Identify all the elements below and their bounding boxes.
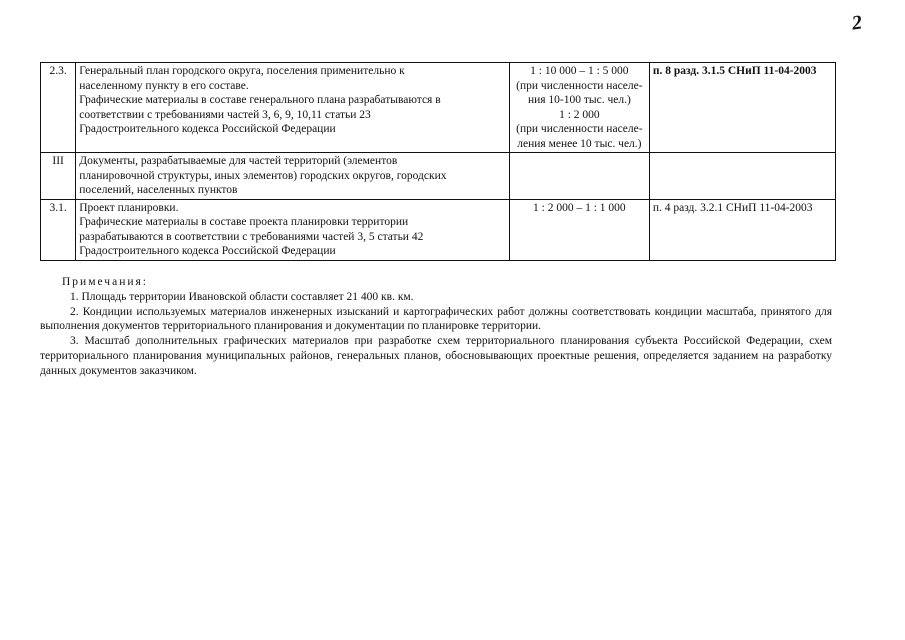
table-row-III xyxy=(41,153,836,200)
description-line: населенному пункту в его составе. xyxy=(79,79,249,92)
description-line: Графические материалы в составе проекта планировки территории xyxy=(79,216,409,228)
description-line: Графические материалы в составе генерального плана разрабатываются в xyxy=(79,94,441,106)
note-item: 3. Масштаб дополнительных графических материалов при разработке схем территориального планирования субъекта Российской Федерации, схем территориального планирования муниципальных районов, генеральных планов, обосновывающих проектные решения, определяется заданием на разработку данных документов заказчиком. xyxy=(40,335,832,377)
row-description xyxy=(76,199,510,260)
row-number: 3.1. xyxy=(41,199,76,260)
description-line: Документы, разрабатываемые для частей территорий (элементов xyxy=(79,155,398,167)
row-scale xyxy=(509,63,649,153)
page-number: 2 xyxy=(850,11,864,35)
row-reference xyxy=(649,153,835,200)
row-number: 2.3. xyxy=(41,63,76,153)
scale-line: (при численности населе- xyxy=(516,123,643,135)
description-line: Генеральный план городского округа, поселения применительно к xyxy=(79,65,405,77)
table-row-2-3 xyxy=(41,63,836,153)
scale-line: 1 : 2 000 xyxy=(559,108,600,121)
description-line: разрабатываются в соответствии с требованиями частей 3, 5 статьи 42 xyxy=(79,230,424,243)
row-scale xyxy=(509,199,649,260)
scale-line: 1 : 2 000 – 1 : 1 000 xyxy=(533,201,626,214)
scale-line: ния 10-100 тыс. чел.) xyxy=(527,94,631,106)
row-number: III xyxy=(41,153,76,200)
scale-line: ления менее 10 тыс. чел.) xyxy=(517,137,642,150)
note-item: 2. Кондиции используемых материалов инженерных изысканий и картографических работ должны соответствовать кондиции масштаба, принятого для выполнения документов территориального планирования и документации по планировке территории. xyxy=(40,305,832,333)
description-line: Градостроительного кодекса Российской Федерации xyxy=(79,123,336,135)
row-description xyxy=(76,153,510,200)
scale-line: (при численности населе- xyxy=(516,79,643,92)
scale-line: 1 : 10 000 – 1 : 5 000 xyxy=(530,65,629,77)
description-line: поселений, населенных пунктов xyxy=(79,184,238,196)
description-line: планировочной структуры, иных элементов) городских округов, городских xyxy=(79,169,447,182)
row-reference: п. 4 разд. 3.2.1 СНиП 11-04-2003 xyxy=(649,199,835,260)
table-row-3-1 xyxy=(41,199,836,260)
note-item: 1. Площадь территории Ивановской области составляет 21 400 кв. км. xyxy=(70,290,414,303)
description-line: соответствии с требованиями частей 3, 6, 9, 10,11 статьи 23 xyxy=(79,108,371,121)
row-reference: п. 8 разд. 3.1.5 СНиП 11-04-2003 xyxy=(649,63,835,153)
description-line: Проект планировки. xyxy=(79,201,179,214)
description-line: Градостроительного кодекса Российской Федерации xyxy=(79,245,336,257)
document-table xyxy=(40,62,836,261)
row-description xyxy=(76,63,510,153)
notes-title: Примечания: xyxy=(62,276,148,288)
row-scale xyxy=(509,153,649,200)
notes-section xyxy=(40,275,832,379)
